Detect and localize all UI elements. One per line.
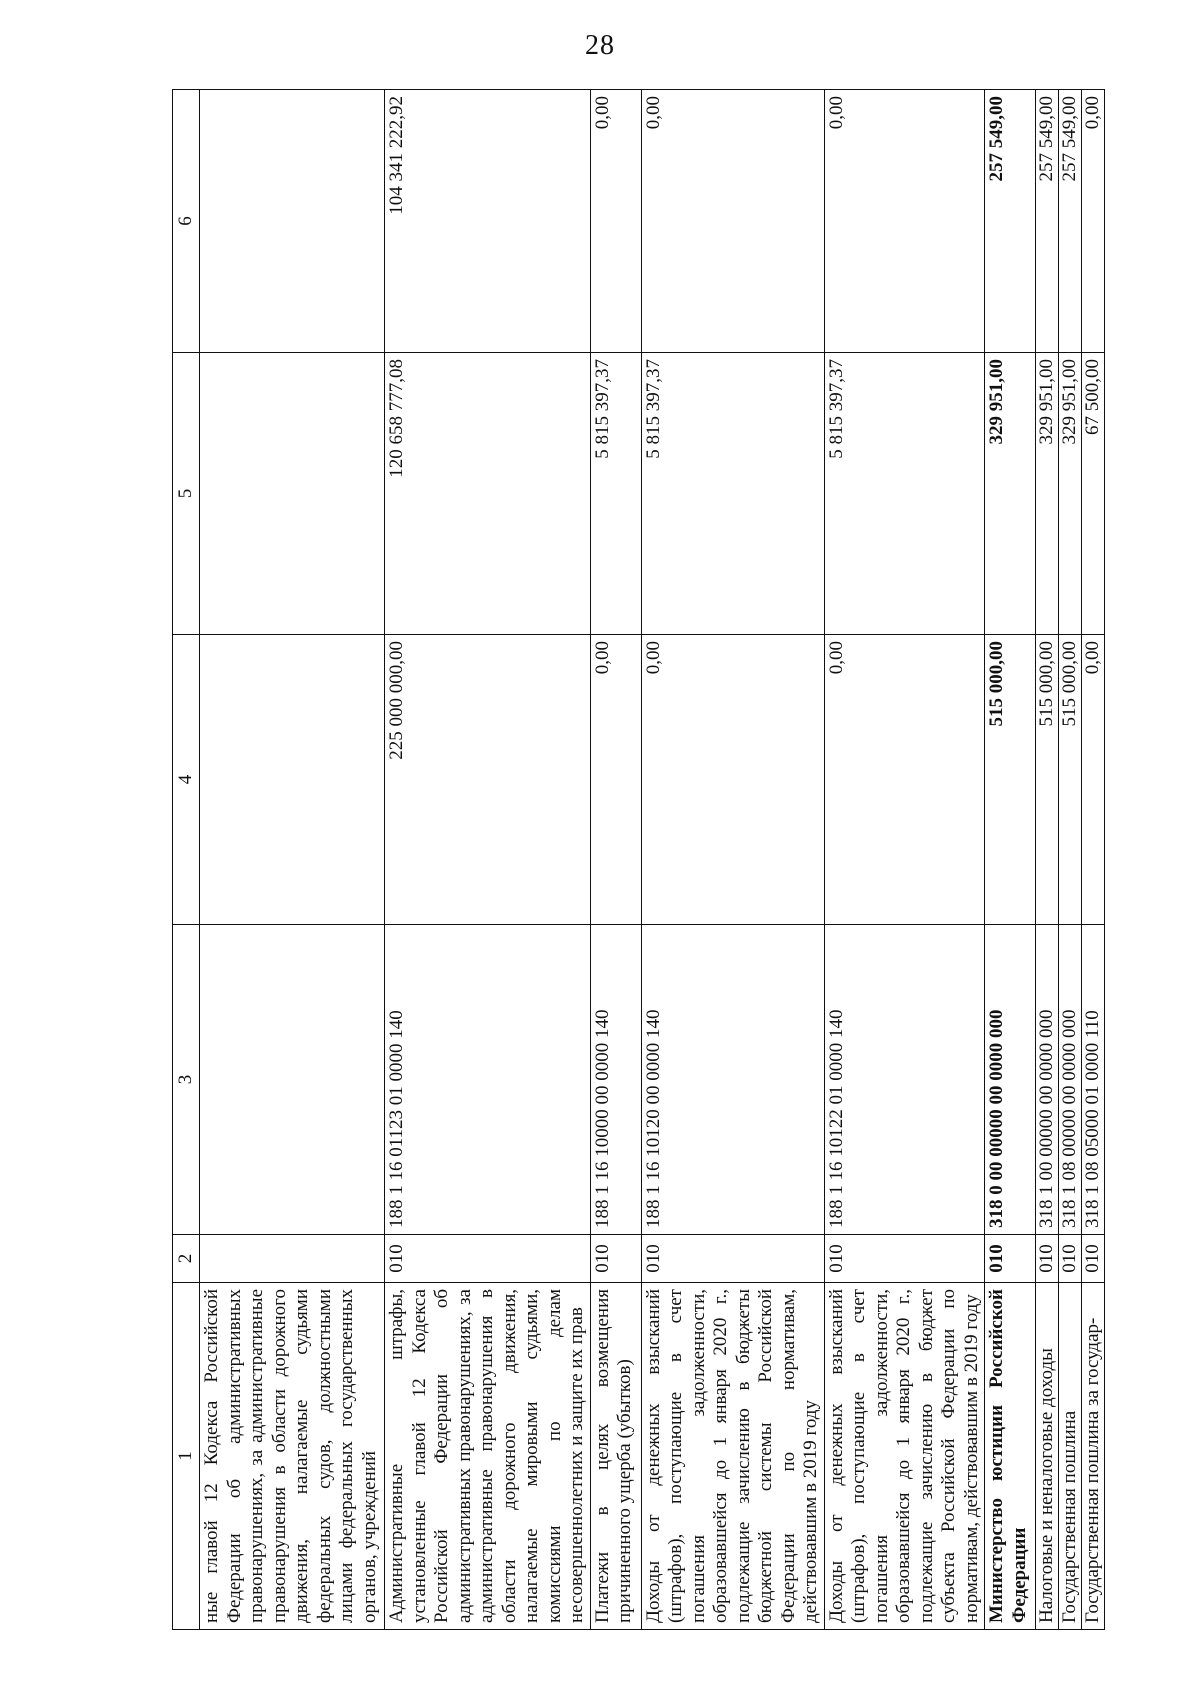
row-value-col6: 0,00 — [641, 90, 824, 353]
row-value-col4: 515 000,00 — [1059, 635, 1082, 925]
header-cell: 1 — [173, 1283, 200, 1630]
row-value-col4: 0,00 — [590, 635, 641, 925]
row-value-col6: 0,00 — [824, 90, 985, 353]
row-description: Государственная пошлина за государ- — [1082, 1283, 1105, 1630]
row-value-col4: 515 000,00 — [985, 635, 1036, 925]
row-classifier: 318 1 00 00000 00 0000 000 — [1036, 925, 1059, 1235]
table-row — [590, 90, 641, 1630]
row-code: 010 — [985, 1235, 1036, 1283]
row-value-col6: 257 549,00 — [1036, 90, 1059, 353]
row-classifier: 318 1 08 00000 00 0000 000 — [1059, 925, 1082, 1235]
row-classifier: 188 1 16 01123 01 0000 140 — [385, 925, 591, 1235]
table-row — [385, 90, 591, 1630]
table-row-ministry-total — [985, 90, 1036, 1630]
row-description: Административные штрафы, установленные главой 12 Кодекса Российской Федерации об административных правонарушениях, за административные правонарушения в области дорожного движения, налагаемые мировыми судьями, комиссиями по делам несовершеннолетних и защите их прав — [385, 1283, 591, 1630]
rotated-table-wrapper — [172, 90, 1102, 1630]
revenue-table — [172, 89, 1105, 1630]
header-cell: 5 — [173, 353, 200, 635]
row-value-col5: 329 951,00 — [1059, 353, 1082, 635]
row-value-col6: 0,00 — [1082, 90, 1105, 353]
row-value-col5: 67 500,00 — [1082, 353, 1105, 635]
row-classifier: 188 1 16 10122 01 0000 140 — [824, 925, 985, 1235]
row-description: Доходы от денежных взысканий (штрафов), поступающие в счет погашения задолженности, образовавшейся до 1 января 2020 г., подлежащие зачислению в бюджеты бюджетной системы Российской Федерации по нормативам, действовавшим в 2019 году — [641, 1283, 824, 1630]
header-cell: 4 — [173, 635, 200, 925]
row-code: 010 — [385, 1235, 591, 1283]
row-code: 010 — [590, 1235, 641, 1283]
row-classifier: 188 1 16 10000 00 0000 140 — [590, 925, 641, 1235]
row-code: 010 — [641, 1235, 824, 1283]
table-row — [1059, 90, 1082, 1630]
row-description: Министерство юстиции Российской Федерации — [985, 1283, 1036, 1630]
header-cell: 3 — [173, 925, 200, 1235]
row-classifier: 318 0 00 00000 00 0000 000 — [985, 925, 1036, 1235]
header-cell: 6 — [173, 90, 200, 353]
row-value-col4: 515 000,00 — [1036, 635, 1059, 925]
table-row — [1036, 90, 1059, 1630]
row-code: 010 — [1082, 1235, 1105, 1283]
row-value-col5: 329 951,00 — [1036, 353, 1059, 635]
row-value-col4 — [200, 635, 385, 925]
row-description: Государственная пошлина — [1059, 1283, 1082, 1630]
row-value-col6: 104 341 222,92 — [385, 90, 591, 353]
row-classifier: 318 1 08 05000 01 0000 110 — [1082, 925, 1105, 1235]
row-value-col5: 120 658 777,08 — [385, 353, 591, 635]
row-description: Платежи в целях возмещения причиненного ущерба (убытков) — [590, 1283, 641, 1630]
page-number: 28 — [585, 30, 615, 61]
table-row — [200, 90, 385, 1630]
row-code: 010 — [824, 1235, 985, 1283]
row-code: 010 — [1036, 1235, 1059, 1283]
table-row — [1082, 90, 1105, 1630]
row-value-col4: 0,00 — [641, 635, 824, 925]
table-row — [641, 90, 824, 1630]
row-value-col6: 257 549,00 — [985, 90, 1036, 353]
row-description: Доходы от денежных взысканий (штрафов), поступающие в счет погашения задолженности, образовавшейся до 1 января 2020 г., подлежащие зачислению в бюджет субъекта Российской Федерации по нормативам, действовавшим в 2019 году — [824, 1283, 985, 1630]
row-value-col5: 5 815 397,37 — [590, 353, 641, 635]
table-row — [824, 90, 985, 1630]
row-code — [200, 1235, 385, 1283]
row-value-col6: 257 549,00 — [1059, 90, 1082, 353]
row-value-col4: 225 000 000,00 — [385, 635, 591, 925]
row-value-col6 — [200, 90, 385, 353]
row-value-col4: 0,00 — [824, 635, 985, 925]
row-value-col4: 0,00 — [1082, 635, 1105, 925]
header-cell: 2 — [173, 1235, 200, 1283]
row-description: ные главой 12 Кодекса Российской Федерации об административных правонарушениях, за административные правонарушения в области дорожного движения, налагаемые судьями федеральных судов, должностными лицами федеральных государственных органов, учреждений — [200, 1283, 385, 1630]
row-value-col5: 5 815 397,37 — [824, 353, 985, 635]
header-row — [173, 90, 200, 1630]
row-value-col5: 329 951,00 — [985, 353, 1036, 635]
row-value-col5 — [200, 353, 385, 635]
row-value-col6: 0,00 — [590, 90, 641, 353]
row-description: Налоговые и неналоговые доходы — [1036, 1283, 1059, 1630]
row-classifier — [200, 925, 385, 1235]
row-value-col5: 5 815 397,37 — [641, 353, 824, 635]
row-classifier: 188 1 16 10120 00 0000 140 — [641, 925, 824, 1235]
row-code: 010 — [1059, 1235, 1082, 1283]
